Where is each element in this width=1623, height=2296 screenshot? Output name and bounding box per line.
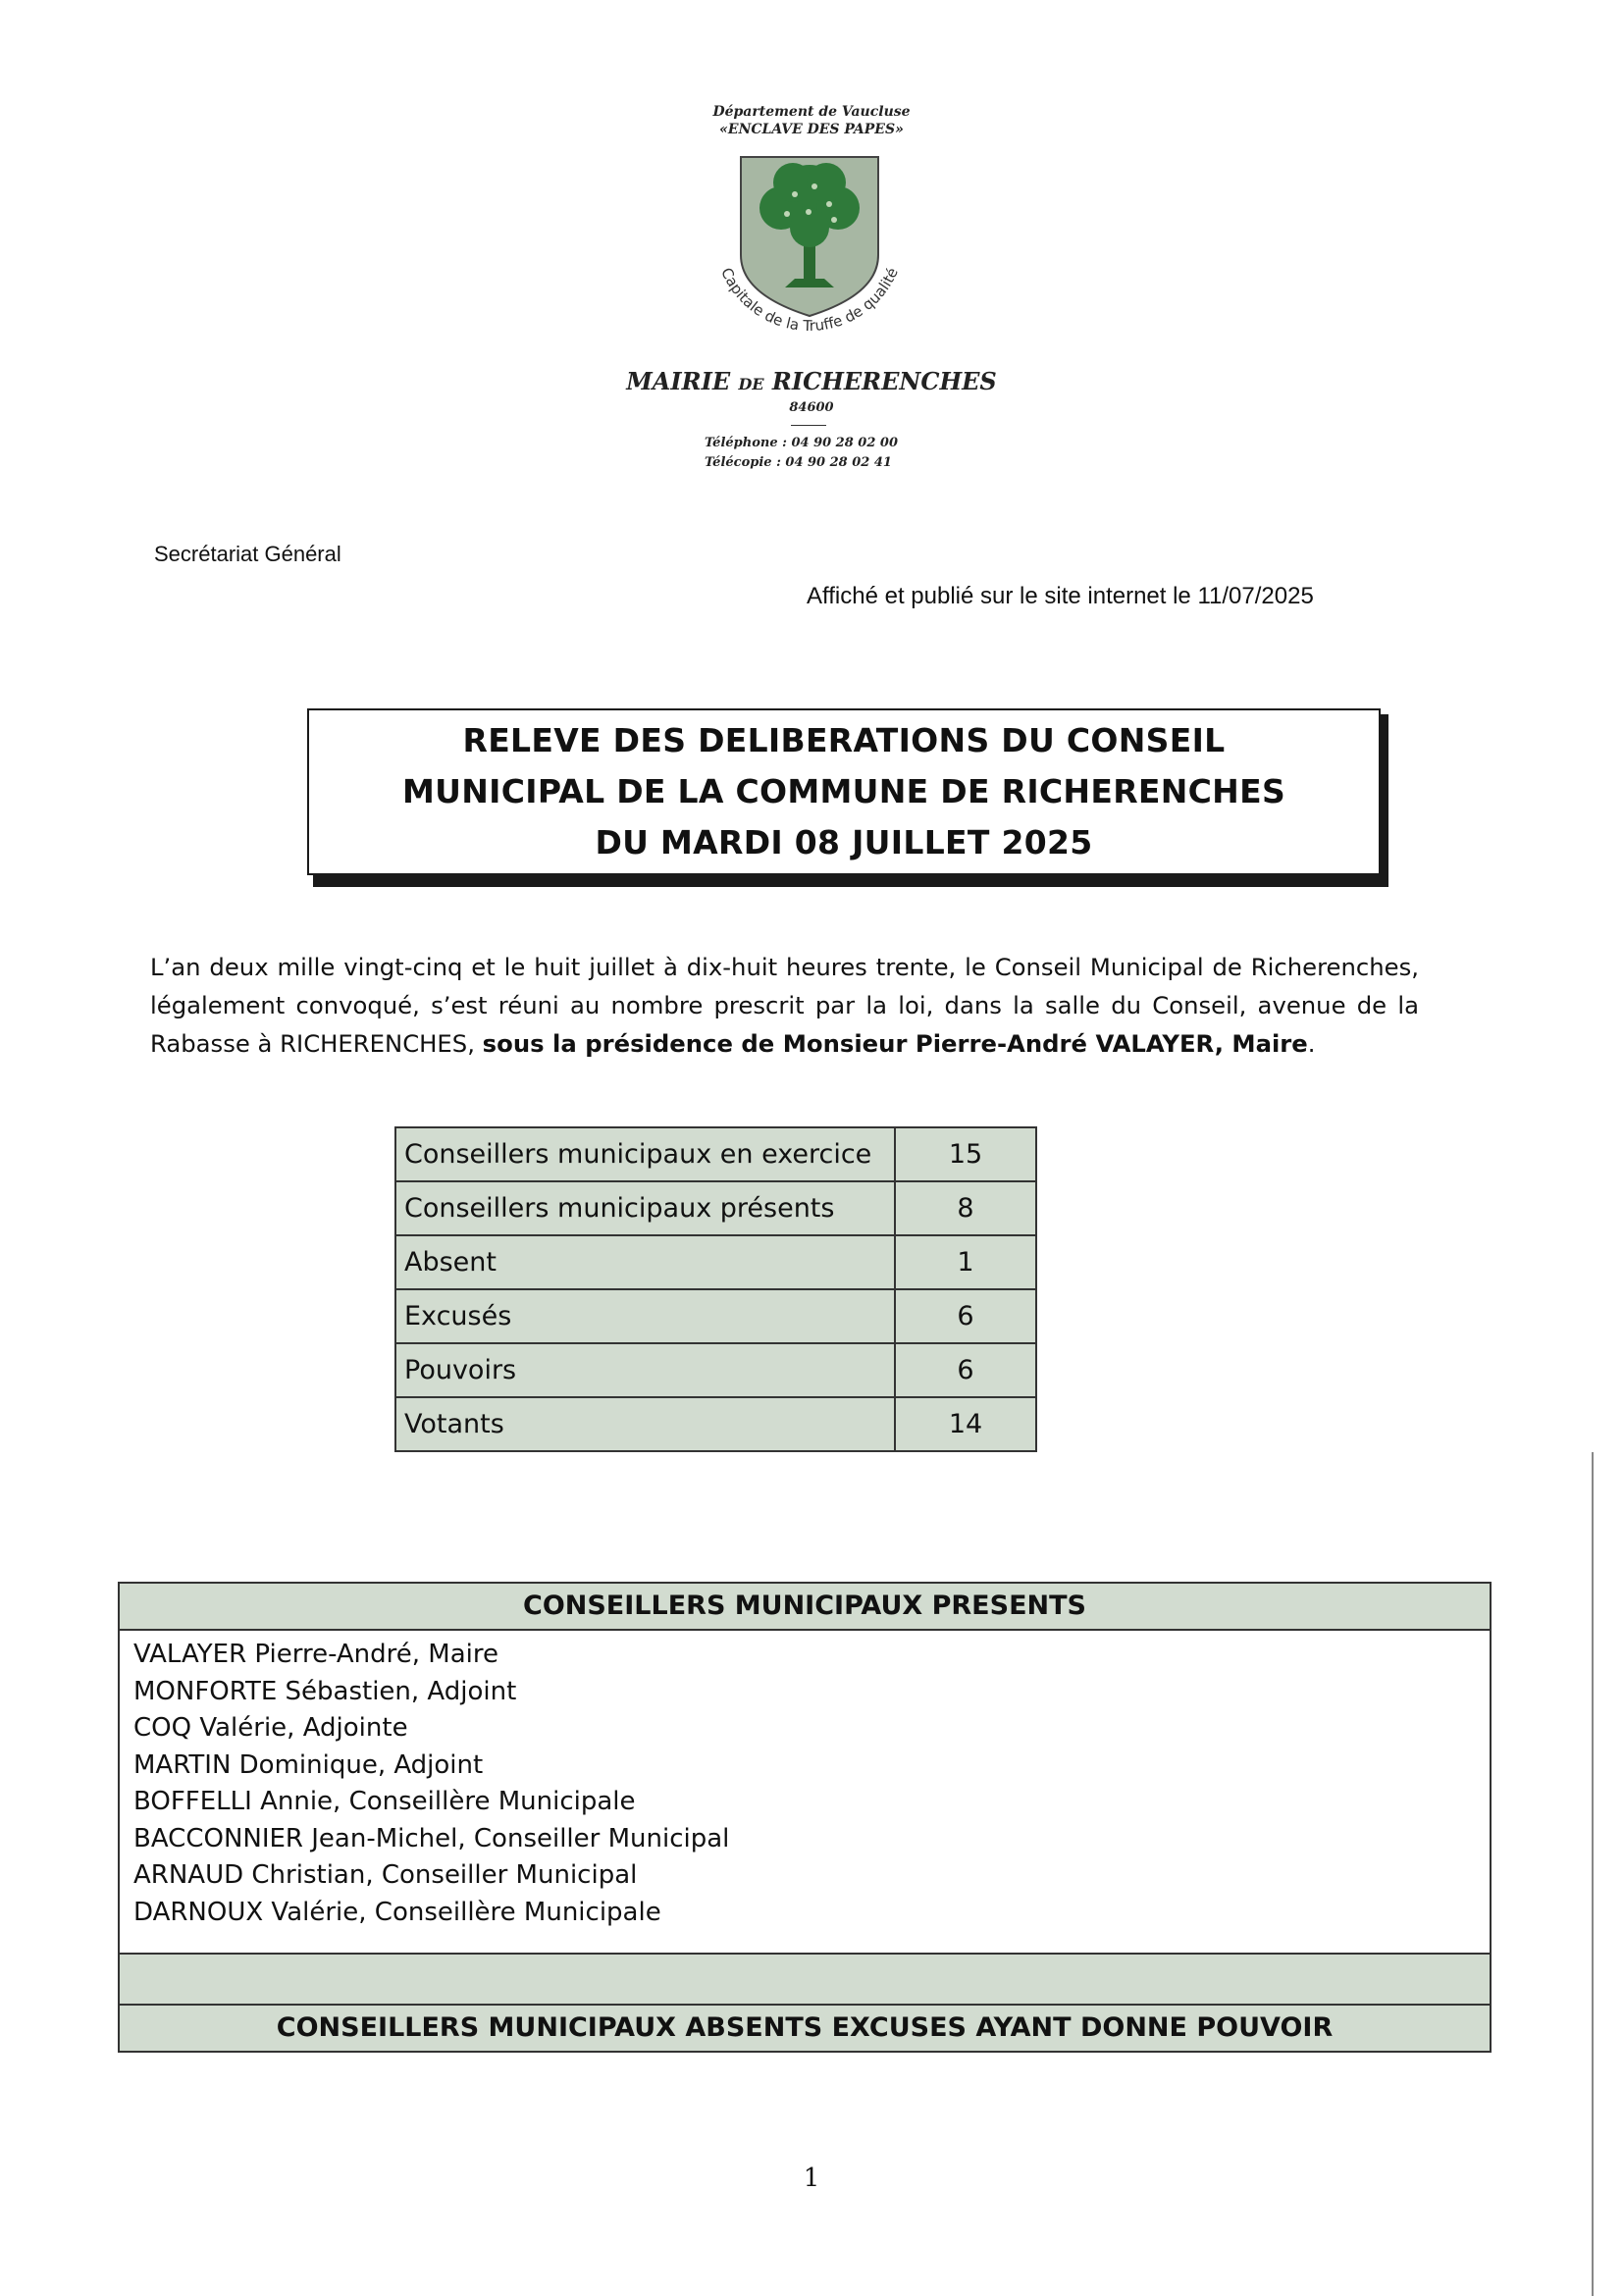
stats-label: Excusés [395, 1289, 895, 1343]
stats-label: Votants [395, 1397, 895, 1451]
stats-value: 8 [895, 1181, 1036, 1235]
enclave-name: «ENCLAVE DES PAPES» [719, 122, 904, 137]
intro-text: L’an deux mille vingt-cinq et le huit juillet à dix-huit heures trente, le Conseil Municipal de Richerenches, légalement convoqué, s’est réuni au nombre prescrit par la loi, dans la salle du Conseil, avenue de la Rabasse à RICHERENCHES, [150, 953, 1419, 1058]
list-item: VALAYER Pierre-André, Maire [133, 1640, 498, 1669]
town-coat-of-arms-logo [687, 147, 932, 355]
intro-presidency: sous la présidence de Monsieur Pierre-André VALAYER, Maire [482, 1029, 1308, 1058]
secretariat-label: Secrétariat Général [154, 542, 341, 566]
fax-number: Télécopie : 04 90 28 02 41 [705, 455, 892, 470]
stats-row [395, 1235, 1036, 1289]
stats-row [395, 1397, 1036, 1451]
stats-value: 1 [895, 1235, 1036, 1289]
intro-paragraph [150, 948, 1419, 1063]
logo-motto: Capitale de la Truffe de qualité [717, 265, 902, 336]
stats-value: 6 [895, 1343, 1036, 1397]
stats-value: 6 [895, 1289, 1036, 1343]
present-members-list [118, 1631, 1492, 1955]
list-item: COQ Valérie, Adjointe [133, 1713, 408, 1743]
intro-end: . [1307, 1029, 1316, 1058]
mairie-name [0, 367, 1623, 395]
list-item: MARTIN Dominique, Adjoint [133, 1749, 484, 1780]
stats-label: Conseillers municipaux en exercice [395, 1127, 895, 1181]
stats-row [395, 1289, 1036, 1343]
stats-label: Pouvoirs [395, 1343, 895, 1397]
list-item: BACCONNIER Jean-Michel, Conseiller Municipal [133, 1823, 730, 1853]
publication-notice: Affiché et publié sur le site internet le 11/07/2025 [807, 583, 1314, 609]
attendance-stats-table [394, 1126, 1037, 1452]
stats-value: 15 [895, 1127, 1036, 1181]
title-line-3: DU MARDI 08 JUILLET 2025 [595, 823, 1093, 861]
mairie-prefix: MAIRIE [626, 367, 731, 395]
postcode: 84600 [789, 400, 834, 415]
stats-row [395, 1343, 1036, 1397]
title-line-2: MUNICIPAL DE LA COMMUNE DE RICHERENCHES [401, 772, 1286, 810]
stats-label: Absent [395, 1235, 895, 1289]
stats-label: Conseillers municipaux présents [395, 1181, 895, 1235]
mairie-de: DE [738, 375, 764, 393]
document-title-box [307, 708, 1381, 875]
telephone-number: Téléphone : 04 90 28 02 00 [705, 436, 899, 450]
councillors-table [118, 1582, 1492, 2053]
page-number: 1 [803, 2164, 820, 2193]
present-heading: CONSEILLERS MUNICIPAUX PRESENTS [118, 1582, 1492, 1631]
scan-edge-line [1592, 1452, 1594, 2296]
stats-row [395, 1181, 1036, 1235]
header-divider [791, 425, 826, 426]
title-line-1: RELEVE DES DELIBERATIONS DU CONSEIL [462, 721, 1226, 759]
list-item: ARNAUD Christian, Conseiller Municipal [133, 1860, 638, 1890]
department-name: Département de Vaucluse [712, 104, 911, 120]
excused-heading: CONSEILLERS MUNICIPAUX ABSENTS EXCUSES AYANT DONNE POUVOIR [118, 2006, 1492, 2053]
list-item: MONFORTE Sébastien, Adjoint [133, 1676, 517, 1706]
empty-separator-row [118, 1955, 1492, 2006]
mairie-town: RICHERENCHES [771, 367, 997, 395]
stats-value: 14 [895, 1397, 1036, 1451]
list-item: BOFFELLI Annie, Conseillère Municipale [133, 1787, 636, 1816]
stats-row [395, 1127, 1036, 1181]
list-item: DARNOUX Valérie, Conseillère Municipale [133, 1897, 661, 1927]
